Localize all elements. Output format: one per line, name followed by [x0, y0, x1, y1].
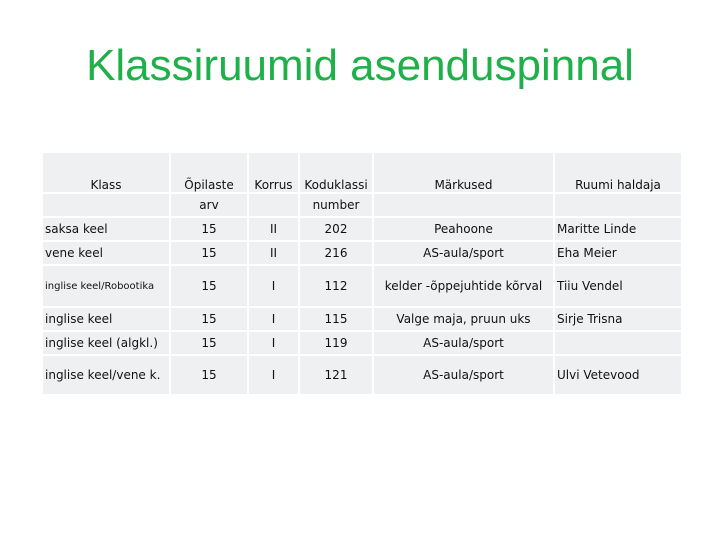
cell-markused: AS-aula/sport [374, 332, 553, 354]
header-cell-empty [555, 194, 681, 216]
cell-korrus: II [249, 218, 298, 240]
cell-korrus: I [249, 266, 298, 306]
cell-korrus: I [249, 308, 298, 330]
header-cell-empty [249, 194, 298, 216]
header-opilaste: Õpilaste [171, 153, 247, 192]
cell-haldaja: Sirje Trisna [555, 308, 681, 330]
page-title: Klassiruumid asenduspinnal [86, 41, 634, 90]
cell-opilasi: 15 [171, 356, 247, 394]
cell-opilasi: 15 [171, 308, 247, 330]
cell-markused: kelder -õppejuhtide kõrval [374, 266, 553, 306]
cell-klass: inglise keel [43, 308, 169, 330]
cell-haldaja: Eha Meier [555, 242, 681, 264]
header-arv: arv [171, 194, 247, 216]
cell-haldaja: Ulvi Vetevood [555, 356, 681, 394]
cell-number: 119 [300, 332, 372, 354]
classrooms-table [41, 151, 683, 396]
cell-haldaja [555, 332, 681, 354]
table-row [43, 356, 681, 394]
cell-klass: inglise keel/Robootika [43, 266, 169, 306]
cell-haldaja: Maritte Linde [555, 218, 681, 240]
cell-opilasi: 15 [171, 218, 247, 240]
header-ruumi-haldaja: Ruumi haldaja [555, 153, 681, 192]
cell-klass: saksa keel [43, 218, 169, 240]
cell-number: 216 [300, 242, 372, 264]
cell-markused: Valge maja, pruun uks [374, 308, 553, 330]
table-header-row [43, 153, 681, 192]
cell-opilasi: 15 [171, 266, 247, 306]
header-korrus: Korrus [249, 153, 298, 192]
cell-markused: AS-aula/sport [374, 356, 553, 394]
table-row [43, 218, 681, 240]
table-row [43, 332, 681, 354]
table-row [43, 266, 681, 306]
table-header-row-2 [43, 194, 681, 216]
header-koduklassi: Koduklassi [300, 153, 372, 192]
cell-korrus: II [249, 242, 298, 264]
cell-number: 202 [300, 218, 372, 240]
header-markused: Märkused [374, 153, 553, 192]
cell-number: 115 [300, 308, 372, 330]
cell-opilasi: 15 [171, 242, 247, 264]
cell-opilasi: 15 [171, 332, 247, 354]
header-cell-empty [374, 194, 553, 216]
cell-klass: inglise keel (algkl.) [43, 332, 169, 354]
cell-klass: inglise keel/vene k. [43, 356, 169, 394]
cell-haldaja: Tiiu Vendel [555, 266, 681, 306]
header-cell-empty [43, 194, 169, 216]
header-klass: Klass [43, 153, 169, 192]
cell-markused: AS-aula/sport [374, 242, 553, 264]
cell-number: 121 [300, 356, 372, 394]
cell-korrus: I [249, 332, 298, 354]
cell-markused: Peahoone [374, 218, 553, 240]
cell-korrus: I [249, 356, 298, 394]
table-row [43, 242, 681, 264]
header-number: number [300, 194, 372, 216]
table-row [43, 308, 681, 330]
cell-klass: vene keel [43, 242, 169, 264]
cell-number: 112 [300, 266, 372, 306]
